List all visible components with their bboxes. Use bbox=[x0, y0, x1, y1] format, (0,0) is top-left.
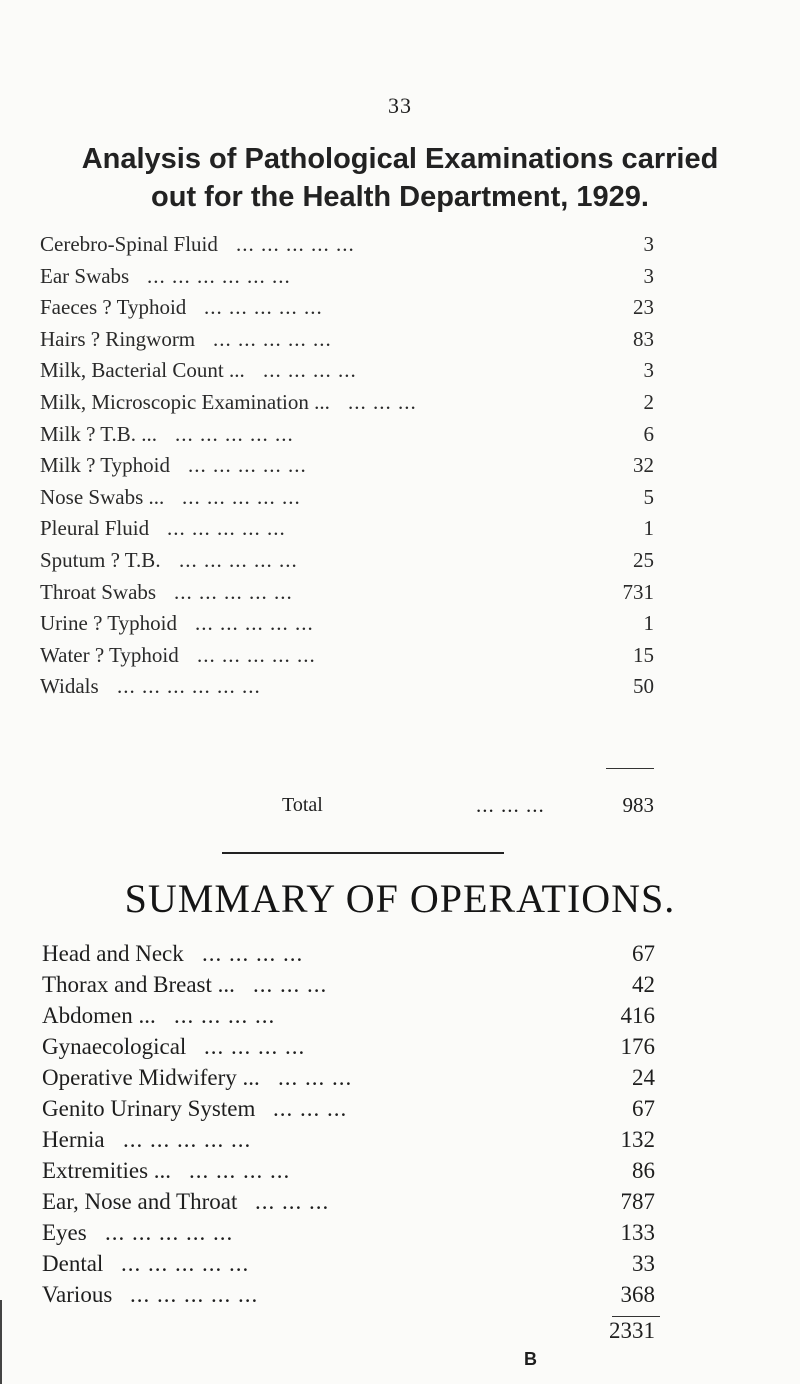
row-leader-dots: ... ... ... ... ... bbox=[175, 421, 294, 446]
row-value: 176 bbox=[620, 1034, 655, 1059]
row-value: 67 bbox=[632, 1096, 655, 1121]
page-number: 33 bbox=[388, 93, 412, 118]
row-value: 32 bbox=[633, 453, 654, 478]
table-row bbox=[0, 513, 800, 543]
examinations-total-row bbox=[0, 790, 800, 820]
table-row bbox=[0, 1093, 800, 1123]
total-value: 983 bbox=[622, 793, 654, 817]
row-label: Extremities ... bbox=[42, 1158, 172, 1183]
row-leader-dots: ... ... ... ... ... bbox=[105, 1220, 234, 1245]
table-row bbox=[0, 608, 800, 638]
row-value: 25 bbox=[633, 548, 654, 572]
row-value: 24 bbox=[632, 1065, 655, 1090]
row-value: 42 bbox=[632, 972, 655, 997]
row-leader-dots: ... ... ... bbox=[278, 1065, 353, 1090]
row-label: Gynaecological bbox=[42, 1034, 187, 1059]
row-label: Hernia bbox=[42, 1127, 105, 1152]
row-value: 33 bbox=[632, 1251, 655, 1276]
row-label: Urine ? Typhoid bbox=[40, 611, 177, 636]
row-leader-dots: ... ... ... ... ... bbox=[174, 579, 293, 604]
row-value: 3 bbox=[643, 232, 654, 256]
row-value: 5 bbox=[643, 484, 654, 509]
table-row bbox=[0, 1186, 800, 1216]
row-value: 731 bbox=[622, 579, 654, 604]
row-value: 6 bbox=[643, 421, 654, 446]
row-leader-dots: ... ... ... ... ... bbox=[123, 1127, 252, 1152]
row-value: 83 bbox=[633, 326, 654, 351]
title-line-2: out for the Health Department, 1929. bbox=[151, 181, 649, 213]
table-row bbox=[0, 292, 800, 322]
row-leader-dots: ... ... ... ... ... bbox=[195, 611, 314, 636]
row-leader-dots: ... ... ... ... ... ... bbox=[117, 674, 261, 699]
row-label: Widals bbox=[40, 674, 99, 699]
examinations-total-rule bbox=[606, 768, 654, 769]
row-leader-dots: ... ... ... ... bbox=[202, 941, 304, 966]
row-label: Hairs ? Ringworm bbox=[40, 326, 196, 351]
row-label: Operative Midwifery ... bbox=[42, 1065, 260, 1090]
table-row bbox=[0, 671, 800, 701]
row-leader-dots: ... ... ... ... ... bbox=[179, 548, 298, 572]
row-leader-dots: ... ... ... ... bbox=[263, 358, 357, 383]
page-title bbox=[0, 140, 800, 216]
row-label: Various bbox=[42, 1282, 113, 1307]
signature-mark: B bbox=[524, 1349, 537, 1369]
row-leader-dots: ... ... ... ... ... bbox=[121, 1251, 250, 1276]
table-row bbox=[0, 545, 800, 575]
row-leader-dots: ... ... ... ... ... bbox=[204, 295, 323, 320]
table-row bbox=[0, 577, 800, 607]
table-row bbox=[0, 1217, 800, 1247]
total-label: Total bbox=[282, 794, 323, 816]
row-leader-dots: ... ... ... ... bbox=[189, 1158, 291, 1183]
row-value: 3 bbox=[643, 263, 654, 288]
total-dots: ... ... ... bbox=[476, 793, 545, 817]
row-leader-dots: ... ... ... ... ... ... bbox=[147, 263, 291, 288]
table-row bbox=[0, 1031, 800, 1061]
row-value: 23 bbox=[633, 295, 654, 320]
section-divider bbox=[222, 852, 504, 854]
row-leader-dots: ... ... ... ... ... bbox=[167, 516, 286, 541]
row-leader-dots: ... ... ... bbox=[348, 390, 417, 414]
table-row bbox=[0, 482, 800, 512]
row-leader-dots: ... ... ... ... bbox=[174, 1003, 276, 1028]
row-label: Thorax and Breast ... bbox=[42, 972, 235, 997]
row-label: Sputum ? T.B. bbox=[40, 548, 161, 572]
row-label: Cerebro-Spinal Fluid bbox=[40, 232, 218, 256]
row-label: Throat Swabs bbox=[40, 579, 157, 604]
table-row bbox=[0, 1279, 800, 1309]
margin-line bbox=[0, 1300, 2, 1384]
row-value: 50 bbox=[633, 674, 654, 699]
table-row bbox=[0, 419, 800, 449]
row-leader-dots: ... ... ... bbox=[273, 1096, 348, 1121]
row-value: 787 bbox=[620, 1189, 655, 1214]
row-leader-dots: ... ... ... ... ... bbox=[130, 1282, 259, 1307]
table-row bbox=[0, 938, 800, 968]
table-row bbox=[0, 1248, 800, 1278]
row-label: Water ? Typhoid bbox=[40, 642, 179, 667]
row-value: 3 bbox=[643, 358, 654, 383]
row-label: Dental bbox=[42, 1251, 104, 1276]
row-value: 86 bbox=[632, 1158, 655, 1183]
row-leader-dots: ... ... ... ... ... bbox=[182, 484, 301, 509]
row-label: Ear Swabs bbox=[40, 263, 130, 288]
table-row bbox=[0, 1000, 800, 1030]
table-row bbox=[0, 324, 800, 354]
row-value: 15 bbox=[633, 642, 654, 667]
operations-total-rule bbox=[612, 1316, 660, 1317]
row-value: 132 bbox=[620, 1127, 655, 1152]
row-value: 1 bbox=[643, 516, 654, 541]
table-row bbox=[0, 229, 800, 259]
row-value: 368 bbox=[620, 1282, 655, 1307]
table-row bbox=[0, 969, 800, 999]
row-label: Ear, Nose and Throat bbox=[42, 1189, 238, 1214]
row-label: Milk ? T.B. ... bbox=[40, 421, 158, 446]
row-value: 2 bbox=[643, 390, 654, 414]
row-label: Eyes bbox=[42, 1220, 87, 1245]
table-row bbox=[0, 450, 800, 480]
row-label: Milk, Bacterial Count ... bbox=[40, 358, 245, 383]
summary-heading: SUMMARY OF OPERATIONS. bbox=[124, 876, 676, 921]
row-leader-dots: ... ... ... ... ... bbox=[197, 642, 316, 667]
row-label: Pleural Fluid bbox=[40, 516, 150, 541]
title-line-1: Analysis of Pathological Examinations carried bbox=[81, 143, 719, 175]
row-leader-dots: ... ... ... ... ... bbox=[236, 232, 355, 256]
row-label: Abdomen ... bbox=[42, 1003, 156, 1028]
table-row bbox=[0, 1155, 800, 1185]
table-row bbox=[0, 387, 800, 417]
row-value: 133 bbox=[620, 1220, 655, 1245]
row-label: Genito Urinary System bbox=[42, 1096, 256, 1121]
row-leader-dots: ... ... ... ... ... bbox=[213, 326, 332, 351]
row-label: Milk ? Typhoid bbox=[40, 453, 170, 478]
table-row bbox=[0, 1062, 800, 1092]
operations-total: 2331 bbox=[609, 1318, 655, 1343]
row-leader-dots: ... ... ... ... bbox=[204, 1034, 306, 1059]
table-row bbox=[0, 1124, 800, 1154]
table-row bbox=[0, 355, 800, 385]
table-row bbox=[0, 640, 800, 670]
row-label: Head and Neck bbox=[42, 941, 184, 966]
row-leader-dots: ... ... ... ... ... bbox=[188, 453, 307, 478]
row-label: Milk, Microscopic Examination ... bbox=[40, 390, 330, 414]
row-leader-dots: ... ... ... bbox=[255, 1189, 330, 1214]
row-value: 1 bbox=[643, 611, 654, 636]
row-value: 67 bbox=[632, 941, 655, 966]
table-row bbox=[0, 261, 800, 291]
row-label: Faeces ? Typhoid bbox=[40, 295, 187, 320]
row-value: 416 bbox=[620, 1003, 655, 1028]
row-leader-dots: ... ... ... bbox=[253, 972, 328, 997]
row-label: Nose Swabs ... bbox=[40, 484, 165, 509]
